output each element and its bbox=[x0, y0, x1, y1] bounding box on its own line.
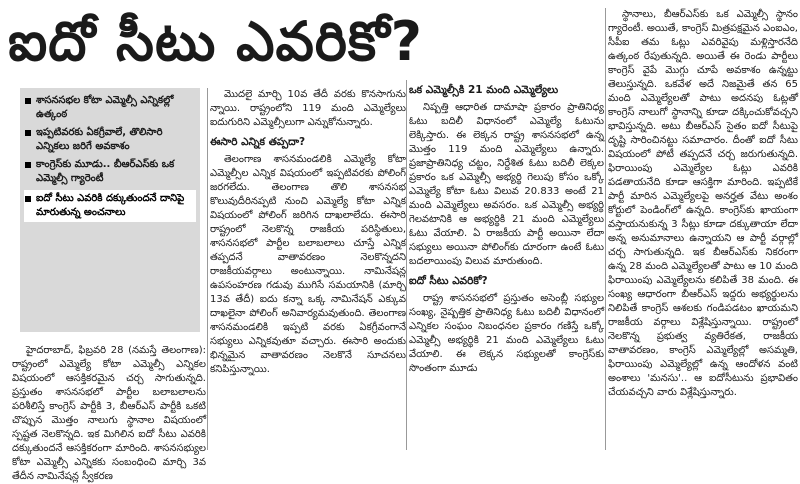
headline: ఐదో సీటు ఎవరికో? bbox=[8, 10, 423, 73]
highlight-text: శాసనసభల కోటా ఎమ్మెల్సీ ఎన్నికల్లో ఉత్కంఠ bbox=[36, 95, 174, 120]
highlight-item bbox=[24, 190, 196, 222]
highlight-item bbox=[24, 126, 196, 154]
bullet-square-icon bbox=[25, 98, 31, 104]
highlight-text: ఐదో సీటు ఎవరికి దక్కుతుందనే దానిపై మారుతున్న అంచనాలు bbox=[36, 193, 185, 218]
highlight-item bbox=[24, 158, 196, 186]
bullet-square-icon bbox=[25, 162, 31, 168]
highlight-text: కాంగ్రెస్‌కు మూడు.. బీఆర్ఎస్‌కు ఒక ఎమ్మెల్సీ గ్యారెంటీ bbox=[36, 159, 175, 184]
paragraph: మొదలై మార్చి 10వ తేదీ వరకు కొనసాగును న్నాయి. రాష్ట్రంలోని 119 మంది ఎమ్మెల్యేలు ఐదుగురిని ఎమ్మెల్సీలుగా ఎన్నుకోనున్నారు. bbox=[210, 89, 406, 128]
bullet-square-icon bbox=[25, 130, 31, 136]
paragraph: హైదరాబాద్, ఫిబ్రవరి 28 (నమస్తే తెలంగాణ): రాష్ట్రంలో ఎమ్మెల్యే కోటా ఎమ్మెల్సీ ఎన్నికల విషయంలో ఆసక్తికరమైన చర్చ సాగుతున్నది. ప్రస్తుతం శాసనసభలో పార్టీల బలాబలాలను పరిశీలిస్తే కాంగ్రెస్ పార్టీకి 3, బీఆర్ఎస్ పార్టీకి ఒకటి చొప్పున మొత్తం నాలుగు స్థానాల విషయంలో స్పష్టత నెలకొన్నది. ఇక మిగిలిన ఐదో సీటు ఎవరికి దక్కుతుందనే ఆసక్తికరంగా మారింది. శాసనసభ్యుల కోటా ఎమ్మెల్సీ ఎన్నికకు సంబంధించి మార్చి 3వ తేదీన నామినేషన్ల స్వీకరణ bbox=[12, 345, 206, 482]
subheading: ఐదో సీటు ఎవరికో? bbox=[409, 275, 488, 287]
article-column-3 bbox=[409, 78, 604, 450]
article-column-2 bbox=[210, 88, 406, 450]
column-divider bbox=[406, 80, 407, 450]
subheading: ఈసారి ఎన్నిక తప్పదా? bbox=[210, 136, 306, 148]
paragraph: స్థానాలు, బీఆర్ఎస్‌కు ఒక ఎమ్మెల్సీ స్థానం గ్యారెంటీ. అయితే, కాంగ్రెస్ మిత్రపక్షమైన ఎంఐఎం, సీపీఐ తమ ఓట్లు ఎవరివైపు మళ్లిస్తారనేది ఉత్కంఠ రేపుతున్నది. అయితే ఈ రెండు పార్టీలు కాంగ్రెస్ వైపే మొగ్గు చూపే అవకాశం ఉన్నట్టు తెలుస్తున్నది. ఒకవేళ అదే నిజమైతే తన 65 మంది ఎమ్మెల్యేలతో పాటు అదనపు ఓట్లతో కాంగ్రెస్ నాలుగో స్థానాన్ని కూడా దక్కించుకోవచ్చని భావిస్తున్నది. అటు బీఆర్ఎస్ సైతం ఐదో సీటుపై దృష్టి సారించినట్టు సమాచారం. దీంతో ఐదో సీటు విషయంలో పోటీ తప్పదనే చర్చ జరుగుతున్నది. ఫిరాయింపు ఎమ్మెల్యేల ఓట్లు ఎవరికి పడతాయనేది కూడా ఆసక్తిగా మారింది. ఇప్పటికే పార్టీ మారిన ఎమ్మెల్యేలపై అనర్హత వేటు అంశం కోర్టులో పెండింగ్‌లో ఉన్నది. కాంగ్రెస్‌కు ఖాయంగా వస్తాయనుకున్న 3 సీట్లు కూడా దక్కుతాయా లేదా అన్న అనుమానాలు ఉన్నాయని ఆ పార్టీ వర్గాల్లో చర్చ సాగుతున్నది. ఇక బీఆర్ఎస్‌కు నికరంగా ఉన్న 28 మంది ఎమ్మెల్యేలతో పాటు ఆ 10 మంది ఫిరాయింపు ఎమ్మెల్యేలను కలిపితే 38 మంది. ఈ సంఖ్య ఆధారంగా బీఆర్ఎస్ ఇద్దరు అభ్యర్థులను నిలిపితే కాంగ్రెస్ ఆశలకు గండిపడటం ఖాయమని రాజకీయ వర్గాలు విశ్లేషిస్తున్నాయి. రాష్ట్రంలో నెలకొన్న ప్రభుత్వ వ్యతిరేకత, రాజకీయ వాతావరణం, కాంగ్రెస్ ఎమ్మెల్యేల్లో అసమ్మతి, ఫిరాయింపు ఎమ్మెల్యేల్లో ఉన్న ఆందోళన వంటి అంశాలు 'మనసు'.. ఆ ఐదోసీటును ప్రభావితం చేయవచ్చని వారు విశ్లేషిస్తున్నారు. bbox=[608, 9, 798, 398]
paragraph: రాష్ట్ర శాసనసభలో ప్రస్తుతం అసెంబ్లీ సభ్యుల సంఖ్య, నైష్పత్తిక ప్రాతినిధ్య ఓటు బదిలీ విధానంలో ఎన్నికల సంఘం నిబంధనల ప్రకారం గణిస్తే ఒక్కో ఎమ్మెల్సీ అభ్యర్థికి 21 మంది ఎమ్మెల్యేలు ఓటు వేయాలి. ఈ లెక్కన సభ్యులతో కాంగ్రెస్‌కు సొంతంగా మూడు bbox=[409, 293, 604, 374]
article-column-4 bbox=[608, 8, 798, 450]
bullet-square-icon bbox=[25, 196, 31, 202]
highlight-text: ఇప్పటివరకు ఏకగ్రీవాలే, తొలిసారి ఎన్నికలు జరిగే అవకాశం bbox=[36, 127, 163, 152]
highlight-item bbox=[24, 94, 196, 122]
paragraph: తెలంగాణ శాసనమండలికి ఎమ్మెల్యే కోటా ఎమ్మెల్సీల ఎన్నిక విషయంలో ఇప్పటివరకు పోలింగ్ జరగలేదు. తెలంగాణ తొలి శాసనసభ కొలువుదీరినప్పటి నుంచి ఎమ్మెల్యే కోటా ఎన్నిక విషయంలో పోలింగ్ జరిగిన దాఖలాలేదు. ఈసారి రాష్ట్రంలో నెలకొన్న రాజకీయ పరిస్థితులు, శాసనసభలో పార్టీల బలాబలాలు చూస్తే ఎన్నిక తప్పదనే వాతావరణం నెలకొన్నదని రాజకీయవర్గాలు అంటున్నాయి. నామినేషన్ల ఉపసంహరణ గడువు ముగిసే సమయానికి (మార్చి 13వ తేదీ) ఐదు కన్నా ఒక్క నామినేషన్ ఎక్కువ దాఖలైనా పోలింగ్ అనివార్యమవుతుంది. తెలంగాణ శాసనమండలికి ఇప్పటి వరకు ఏకగ్రీవంగానే సభ్యులు ఎన్నికవుతూ వచ్చారు. ఈసారి అందుకు భిన్నమైన వాతావరణం నెలకొనే సూచనలు కనిపిస్తున్నాయి. bbox=[210, 154, 406, 375]
column-divider bbox=[207, 88, 208, 450]
paragraph: నిష్పత్తి ఆధారిత దామాషా ప్రకారం ప్రాతినిధ్య ఓటు బదిలీ విధానంలో ఎమ్మెల్యే ఓటును లెక్కిస్తారు. ఈ లెక్కన రాష్ట్ర శాసనసభలో ఉన్న మొత్తం 119 మంది ఎమ్మెల్యేలు ఉన్నారు. ప్రజాప్రాతినిధ్య చట్టం, నిర్దేశిత ఓటు బదిలీ లెక్కల ప్రకారం ఒక ఎమ్మెల్సీ అభ్యర్థి గెలుపు కోసం ఒక్కో ఎమ్మెల్యే కోటా ఓటు విలువ 20.833 అంటే 21 మంది ఎమ్మెల్యేలు అవసరం. ఒక ఎమ్మెల్సీ అభ్యర్థి గెలవటానికి ఆ అభ్యర్థికి 21 మంది ఎమ్మెల్యేలు ఓటు వేయాలి. ఏ రాజకీయ పార్టీ అయినా లేదా సభ్యులు అయినా పోలింగ్‌కు దూరంగా ఉంటే ఓటు బదలాయింపు విలువ మారుతుంది. bbox=[409, 102, 604, 267]
highlights-box bbox=[20, 88, 200, 332]
article-column-1 bbox=[12, 344, 206, 482]
subheading: ఒక ఎమ్మెల్సీకి 21 మంది ఎమ్మెల్యేలు bbox=[409, 84, 559, 96]
column-divider bbox=[605, 8, 606, 450]
